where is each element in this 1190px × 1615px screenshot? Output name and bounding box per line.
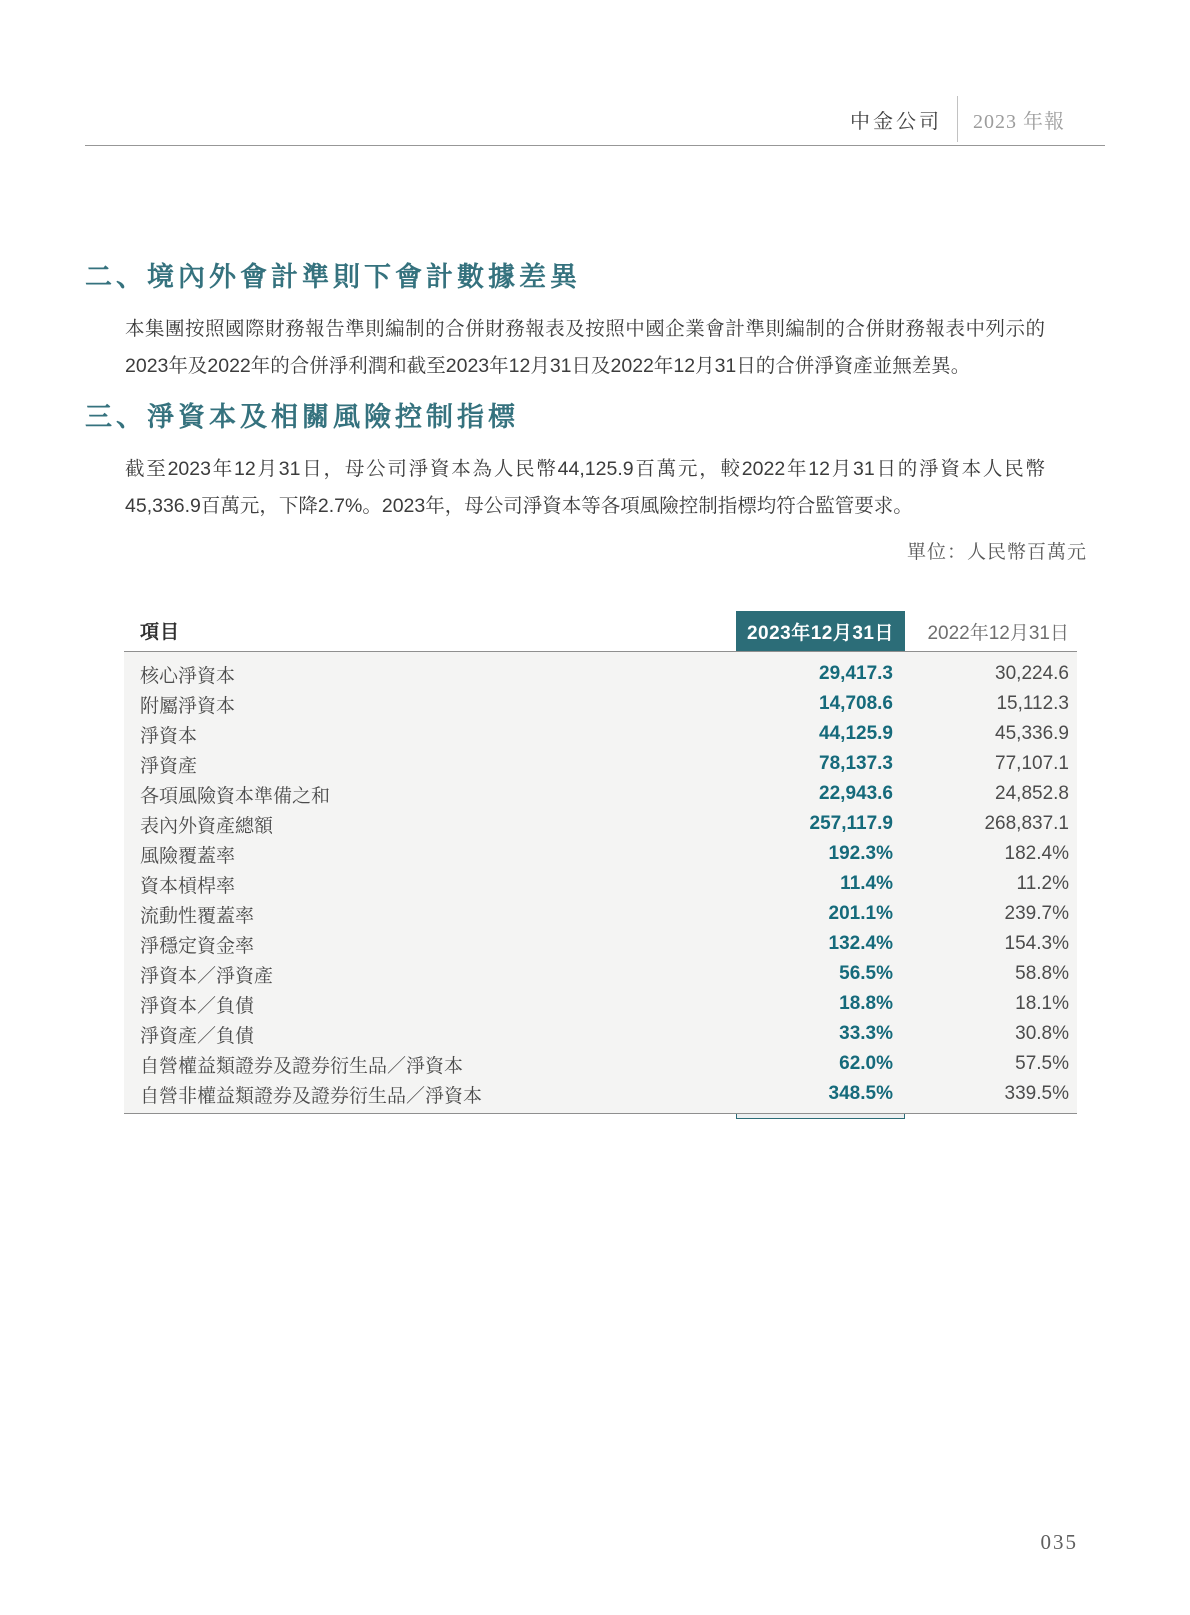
table-row — [124, 959, 1077, 989]
row-value-2023: 18.8% — [839, 993, 893, 1014]
table-row — [124, 749, 1077, 779]
table-row — [124, 1019, 1077, 1049]
table-row — [124, 1049, 1077, 1079]
row-label: 淨穩定資金率 — [140, 935, 255, 957]
header-report-title: 2023 年報 — [973, 110, 1065, 133]
row-value-2022: 45,336.9 — [995, 723, 1069, 744]
row-value-2023: 201.1% — [828, 903, 893, 924]
table-row — [124, 929, 1077, 959]
section-accounting-differences — [85, 255, 1047, 385]
section-heading: 二、境內外會計準則下會計數據差異 — [85, 262, 581, 292]
row-value-2022: 58.8% — [1015, 963, 1069, 984]
row-value-2023: 56.5% — [839, 963, 893, 984]
row-label: 淨資產／負債 — [140, 1025, 255, 1047]
section-heading: 三、淨資本及相關風險控制指標 — [85, 402, 519, 432]
row-label: 風險覆蓋率 — [140, 845, 236, 867]
row-value-2022: 182.4% — [1004, 843, 1069, 864]
row-label: 淨資產 — [140, 755, 198, 777]
row-value-2022: 30,224.6 — [995, 663, 1069, 684]
column-header-2022: 2022年12月31日 — [927, 622, 1069, 644]
row-label: 核心淨資本 — [140, 665, 236, 687]
row-value-2022: 239.7% — [1004, 903, 1069, 924]
row-value-2022: 30.8% — [1015, 1023, 1069, 1044]
page-number: 035 — [1040, 1530, 1078, 1554]
row-value-2023: 22,943.6 — [819, 783, 893, 804]
section-paragraph: 本集團按照國際財務報告準則編制的合併財務報表及按照中國企業會計準則編制的合併財務報表中列示的2023年及2022年的合併淨利潤和截至2023年12月31日及2022年12月31日的合併淨資產並無差異。 — [125, 318, 1045, 377]
column-header-item: 項目 — [140, 622, 181, 643]
row-label: 淨資本 — [140, 725, 198, 747]
table-row — [124, 659, 1077, 689]
column-header-2023: 2023年12月31日 — [736, 611, 905, 651]
row-value-2023: 78,137.3 — [819, 753, 893, 774]
header-divider — [957, 96, 958, 142]
unit-note: 單位：人民幣百萬元 — [906, 542, 1087, 563]
row-value-2022: 18.1% — [1015, 993, 1069, 1014]
table-row — [124, 899, 1077, 929]
row-label: 流動性覆蓋率 — [140, 905, 255, 927]
row-value-2023: 192.3% — [828, 843, 893, 864]
row-value-2023: 33.3% — [839, 1023, 893, 1044]
header-rule — [85, 145, 1105, 146]
financial-table — [124, 611, 1077, 1114]
table-row — [124, 839, 1077, 869]
row-value-2022: 77,107.1 — [995, 753, 1069, 774]
row-value-2023: 348.5% — [828, 1083, 893, 1104]
row-value-2022: 339.5% — [1004, 1083, 1069, 1104]
row-value-2022: 154.3% — [1004, 933, 1069, 954]
row-value-2023: 44,125.9 — [819, 723, 893, 744]
row-value-2022: 57.5% — [1015, 1053, 1069, 1074]
row-value-2023: 257,117.9 — [809, 813, 893, 834]
row-value-2022: 11.2% — [1016, 873, 1069, 894]
row-label: 表內外資產總額 — [140, 815, 274, 837]
row-value-2023: 62.0% — [839, 1053, 893, 1074]
table-row — [124, 719, 1077, 749]
row-value-2022: 15,112.3 — [996, 693, 1069, 714]
row-label: 自營非權益類證券及證券衍生品／淨資本 — [140, 1085, 483, 1107]
row-label: 淨資本／淨資產 — [140, 965, 274, 987]
table-row — [124, 689, 1077, 719]
section-net-capital — [85, 395, 1047, 525]
row-label: 附屬淨資本 — [140, 695, 236, 717]
row-label: 資本槓桿率 — [140, 875, 236, 897]
table-row — [124, 869, 1077, 899]
table-row — [124, 989, 1077, 1019]
row-value-2022: 268,837.1 — [984, 813, 1069, 834]
row-label: 各項風險資本準備之和 — [140, 785, 331, 807]
row-value-2023: 132.4% — [828, 933, 893, 954]
row-label: 自營權益類證券及證券衍生品／淨資本 — [140, 1055, 464, 1077]
table-body — [124, 652, 1077, 1114]
table-row — [124, 779, 1077, 809]
row-value-2023: 29,417.3 — [819, 663, 893, 684]
row-value-2022: 24,852.8 — [995, 783, 1069, 804]
row-label: 淨資本／負債 — [140, 995, 255, 1017]
table-row — [124, 809, 1077, 839]
row-value-2023: 14,708.6 — [819, 693, 893, 714]
header-company-name: 中金公司 — [850, 110, 942, 133]
table-header-row — [124, 611, 1077, 652]
page-header — [850, 96, 1065, 142]
section-paragraph: 截至2023年12月31日，母公司淨資本為人民幣44,125.9百萬元，較2022年12月31日的淨資本人民幣45,336.9百萬元，下降2.7%。2023年，母公司淨資本等各項風險控制指標均符合監管要求。 — [125, 458, 1045, 517]
row-value-2023: 11.4% — [840, 873, 893, 894]
table-row — [124, 1079, 1077, 1109]
